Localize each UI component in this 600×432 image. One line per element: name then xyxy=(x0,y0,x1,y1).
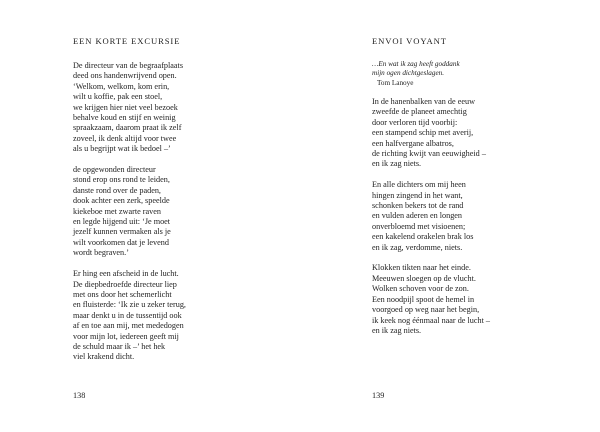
poem-line: ‘Welkom, welkom, kom erin, xyxy=(73,81,170,91)
poem-line: ik keek nog éénmaal naar de lucht – xyxy=(372,315,490,325)
poem-line: voorgoed op weg naar het begin, xyxy=(372,305,480,315)
poem-line: onverbloemd met visioenen; xyxy=(372,221,466,231)
poem-line: en ik zag niets. xyxy=(372,159,422,169)
poem-line: hingen zingend in het want, xyxy=(372,190,463,200)
poem-line: jezelf kunnen vermaken als je xyxy=(73,227,171,237)
poem-line: zweefde de planeet amechtig xyxy=(372,107,467,117)
epigraph xyxy=(372,60,460,88)
poem-line: deed ons handenwrijvend open. xyxy=(73,71,177,81)
page-title: ENVOI VOYANT xyxy=(372,36,447,46)
stanza xyxy=(73,269,273,363)
poem-line: en vulden aderen en longen xyxy=(372,211,463,221)
poem-line: De diepbedroefde directeur liep xyxy=(73,279,177,289)
stanza xyxy=(372,180,572,253)
poem-line: de richting kwijt van eeuwigheid – xyxy=(372,149,486,159)
poem-line: af en toe aan mij, met mededogen xyxy=(73,321,184,331)
poem-line: voor mijn lot, iedereen geeft mij xyxy=(73,331,179,341)
poem-line: kiekeboe met zwarte raven xyxy=(73,206,161,216)
poem-line: spraakzaam, daarom praat ik zelf xyxy=(73,123,182,133)
poem-line: Een noodpijl spoot de hemel in xyxy=(372,294,475,304)
poem-line: En alle dichters om mij heen xyxy=(372,180,466,190)
poem-line: door verloren tijd voorbij: xyxy=(372,117,458,127)
page-number: 139 xyxy=(372,391,385,400)
right-page xyxy=(300,0,600,432)
poem-line: In de hanenbalken van de eeuw xyxy=(372,97,475,106)
epigraph-line: …En wat ik zag heeft goddank xyxy=(372,60,460,68)
page-title: EEN KORTE EXCURSIE xyxy=(73,36,181,46)
poem-line: Er hing een afscheid in de lucht. xyxy=(73,269,179,279)
poem-line: zoveel, ik denk altijd voor twee xyxy=(73,133,177,143)
poem-line: de schuld maar ik –’ het hek xyxy=(73,341,166,351)
poem-line: viel krakend dicht. xyxy=(73,352,135,362)
poem-line: en ik zag, verdomme, niets. xyxy=(372,242,463,252)
poem-text xyxy=(73,61,273,373)
poem-line: wilt u koffie, pak een stoel, xyxy=(73,92,163,102)
poem-line: we krijgen hier niet veel bezoek xyxy=(73,102,178,112)
poem-line: met ons door het schemerlicht xyxy=(73,289,172,299)
stanza xyxy=(73,165,273,259)
poem-line: en legde hijgend uit: ‘Je moet xyxy=(73,217,171,227)
poem-line: en fluisterde: ‘Ik zie u zeker terug, xyxy=(73,300,186,310)
poem-line: Wolken schoven voor de zon. xyxy=(372,284,469,294)
epigraph-line: mijn ogen dichtgeslagen. xyxy=(372,69,445,78)
stanza xyxy=(73,61,273,155)
poem-line: De directeur van de begraafplaats xyxy=(73,61,184,70)
poem-line: Meeuwen sloegen op de vlucht. xyxy=(372,273,476,283)
poem-line: een halfvergane albatros, xyxy=(372,138,454,148)
poem-line: dook achter een zerk, speelde xyxy=(73,196,170,206)
poem-line: wordt begraven.’ xyxy=(73,248,129,258)
poem-text xyxy=(372,97,572,347)
epigraph-author: Tom Lanoye xyxy=(377,78,414,87)
poem-line: stond erop ons rond te leiden, xyxy=(73,175,170,185)
poem-line: Klokken tikten naar het einde. xyxy=(372,263,471,273)
page-number: 138 xyxy=(73,391,86,400)
poem-line: wilt voorkomen dat je levend xyxy=(73,237,169,247)
poem-line: maar denkt u in de tussentijd ook xyxy=(73,310,182,320)
poem-line: als u begrijpt wat ik bedoel –’ xyxy=(73,144,171,154)
stanza xyxy=(372,97,572,170)
poem-line: danste rond over de paden, xyxy=(73,185,161,195)
poem-line: schonken bekers tot de rand xyxy=(372,201,464,211)
poem-line: behalve koud en stijf en weinig xyxy=(73,113,176,123)
poem-line: een stampend schip met averij, xyxy=(372,128,474,138)
poem-line: de opgewonden directeur xyxy=(73,165,156,175)
poem-line: en ik zag niets. xyxy=(372,325,422,335)
stanza xyxy=(372,263,572,336)
poem-line: een kakelend orakelen brak los xyxy=(372,232,474,242)
